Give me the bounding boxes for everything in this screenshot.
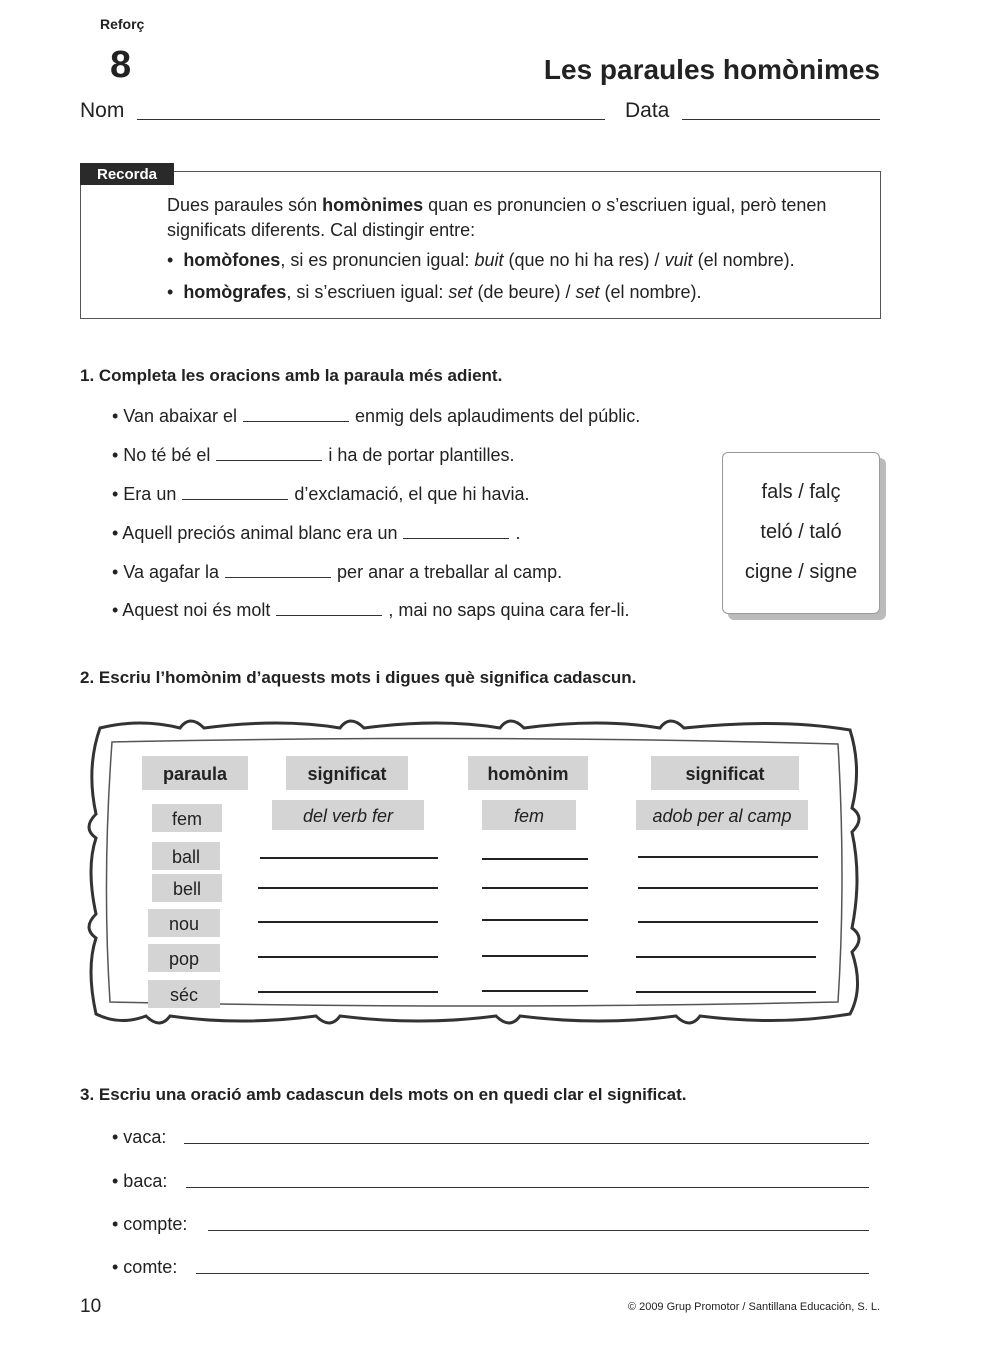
header-significat-2: significat <box>651 756 799 790</box>
blank-6[interactable] <box>276 601 382 616</box>
example-significat: del verb fer <box>272 800 424 830</box>
nou-significat-line[interactable] <box>258 921 438 923</box>
bell-significat-line[interactable] <box>258 887 438 889</box>
blank-5[interactable] <box>225 563 331 578</box>
word-pair-fals-falc: fals / falç <box>761 481 841 503</box>
page-number: 10 <box>80 1296 102 1317</box>
item-comte: • comte: <box>112 1257 178 1277</box>
baca-line[interactable] <box>186 1187 869 1188</box>
word-bell: bell <box>152 874 222 902</box>
blank-3[interactable] <box>182 485 288 500</box>
unit-number: 8 <box>110 44 132 86</box>
nom-field[interactable] <box>137 119 605 120</box>
exercise-1-title: 1. Completa les oracions amb la paraula més adient. <box>80 366 503 385</box>
reforc-label: Reforç <box>100 16 145 32</box>
sec-homonim-line[interactable] <box>482 990 588 992</box>
copyright: © 2009 Grup Promotor / Santillana Educación, S. L. <box>627 1301 880 1313</box>
ball-homonim-line[interactable] <box>482 858 588 860</box>
header-homonim: homònim <box>468 756 588 790</box>
vaca-line[interactable] <box>184 1143 869 1144</box>
pop-significat-2-line[interactable] <box>636 956 816 958</box>
sec-significat-2-line[interactable] <box>636 991 816 993</box>
data-field[interactable] <box>682 119 880 120</box>
nom-label: Nom <box>80 99 125 122</box>
word-pair-telo-talo: teló / taló <box>760 521 842 543</box>
word-nou: nou <box>148 909 220 937</box>
compte-line[interactable] <box>208 1230 869 1231</box>
ball-significat-2-line[interactable] <box>638 856 818 858</box>
item-baca: • baca: <box>112 1171 168 1191</box>
sentence-1: • Van abaixar el enmig dels aplaudiments del públic. <box>112 406 641 426</box>
header-paraula: paraula <box>142 756 248 790</box>
word-pair-cigne-signe: cigne / signe <box>744 561 858 583</box>
exercise-2-title: 2. Escriu l’homònim d’aquests mots i digues què significa cadascun. <box>80 668 637 687</box>
page-title: Les paraules homònimes <box>543 54 880 85</box>
item-compte: • compte: <box>112 1214 188 1234</box>
ball-significat-line[interactable] <box>260 857 438 859</box>
example-paraula: fem <box>152 804 222 832</box>
sentence-5: • Va agafar la per anar a treballar al camp. <box>112 562 563 582</box>
blank-4[interactable] <box>403 524 509 539</box>
exercise-3-title: 3. Escriu una oració amb cadascun dels mots on en quedi clar el significat. <box>80 1085 687 1104</box>
bell-homonim-line[interactable] <box>482 887 588 889</box>
word-ball: ball <box>152 842 220 870</box>
nou-homonim-line[interactable] <box>482 919 588 921</box>
sentence-3: • Era un d’exclamació, el que hi havia. <box>112 484 530 504</box>
header-significat: significat <box>286 756 408 790</box>
nou-significat-2-line[interactable] <box>638 921 818 923</box>
blank-2[interactable] <box>216 446 322 461</box>
word-pop: pop <box>148 944 220 972</box>
sec-significat-line[interactable] <box>258 991 438 993</box>
recorda-bullet-homografes: • homògrafes, si s’escriuen igual: set (de beure) / set (el nombre). <box>167 282 702 302</box>
pop-significat-line[interactable] <box>258 956 438 958</box>
pop-homonim-line[interactable] <box>482 955 588 957</box>
example-significat-2: adob per al camp <box>636 800 808 830</box>
recorda-intro: Dues paraules són homònimes quan es pronuncien o s’escriuen igual, però tenen significats diferents. Cal distingir entre: <box>167 195 827 240</box>
example-homonim: fem <box>482 800 576 830</box>
word-sec: séc <box>148 980 220 1008</box>
sentence-4: • Aquell preciós animal blanc era un . <box>112 523 521 543</box>
bell-significat-2-line[interactable] <box>638 887 818 889</box>
data-label: Data <box>625 99 670 122</box>
recorda-bullet-homofones: • homòfones, si es pronuncien igual: buit (que no hi ha res) / vuit (el nombre). <box>167 250 795 270</box>
blank-1[interactable] <box>243 407 349 422</box>
sentence-2: • No té bé el i ha de portar plantilles. <box>112 445 515 465</box>
item-vaca: • vaca: <box>112 1127 167 1147</box>
comte-line[interactable] <box>196 1273 869 1274</box>
sentence-6: • Aquest noi és molt , mai no saps quina cara fer-li. <box>112 600 630 620</box>
word-card <box>722 452 880 614</box>
recorda-tab: Recorda <box>80 163 174 185</box>
